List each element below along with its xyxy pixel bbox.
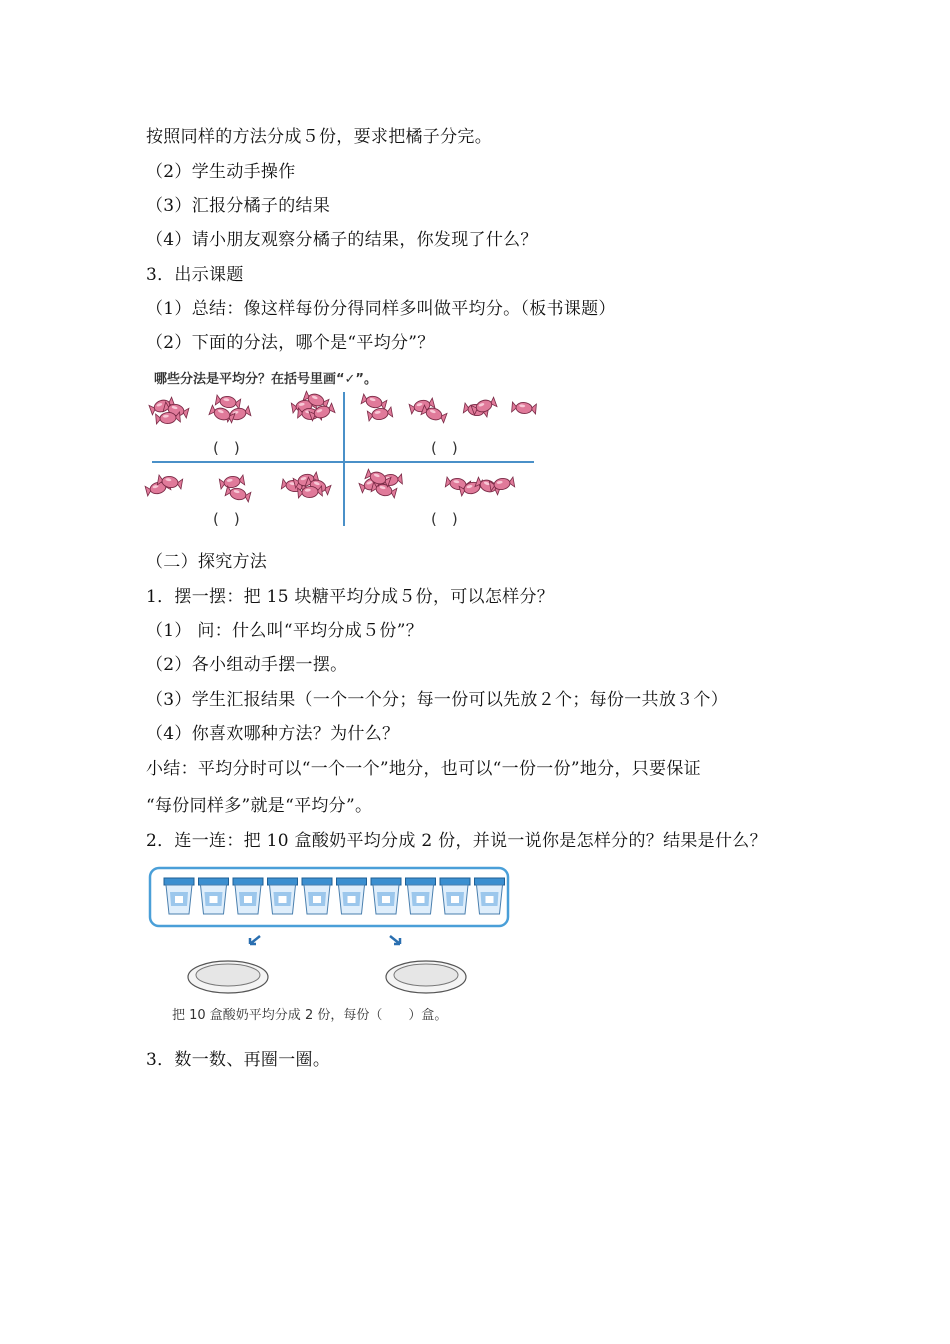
text-line: （4）请小朋友观察分橘子的结果，你发现了什么？ [146,230,538,250]
candy-icon [512,401,537,414]
candy-icon [225,486,251,503]
text-line: （3）学生汇报结果（一个一个分；每一份可以先放２个；每份一共放３个） [146,690,729,710]
answer-bracket[interactable]: ( ) [431,510,458,528]
yogurt-figure [146,866,516,1001]
text-line: （2）各小组动手摆一摆。 [146,655,348,675]
section-heading: （二）探究方法 [146,552,268,572]
yogurt-cup-icon [164,878,194,914]
text-line: （3）汇报分橘子的结果 [146,196,331,216]
text-line: （4）你喜欢哪种方法？为什么？ [146,724,400,744]
candy-icon [361,394,387,411]
yogurt-cup-icon [199,878,229,914]
yogurt-cup-icon [475,878,505,914]
candy-instruction: 哪些分法是平均分？在括号里画“✓”。 [154,372,377,387]
yogurt-cup-icon [268,878,298,914]
section-heading: 3．数一数、再圈一圈。 [146,1050,331,1070]
text-line: （2）下面的分法，哪个是“平均分”？ [146,333,435,353]
text-line: 小结：平均分时可以“一个一个”地分，也可以“一份一份”地分，只要保证 [146,759,701,779]
plate-icon [386,961,466,993]
plate-icon [188,961,268,993]
answer-bracket[interactable]: ( ) [213,510,240,528]
candy-icon [215,394,241,409]
answer-bracket[interactable]: ( ) [431,439,458,457]
text-line: “每份同样多”就是“平均分”。 [146,796,373,816]
candy-icon [367,406,393,421]
section-heading: 3．出示课题 [146,265,244,285]
yogurt-cup-icon [302,878,332,914]
text-line: （1） 问：什么叫“平均分成５份”？ [146,621,424,641]
yogurt-caption: 把 10 盒酸奶平均分成 2 份，每份（ ）盒。 [172,1008,448,1023]
candy-figure [146,388,546,528]
answer-bracket[interactable]: ( ) [213,439,240,457]
yogurt-cup-icon [371,878,401,914]
text-line: （1）总结：像这样每份分得同样多叫做平均分。（板书课题） [146,299,616,319]
arrow-icon [250,936,400,944]
candy-icon [219,474,245,489]
yogurt-cup-icon [233,878,263,914]
text-line: 按照同样的方法分成５份，要求把橘子分完。 [146,127,492,147]
text-line: （2）学生动手操作 [146,162,296,182]
yogurt-cup-icon [406,878,436,914]
text-line: 1．摆一摆：把 15 块糖平均分成５份，可以怎样分？ [146,587,555,607]
yogurt-cup-icon [440,878,470,914]
text-line: 2．连一连：把 10 盒酸奶平均分成 2 份，并说一说你是怎样分的？结果是什么？ [146,831,767,851]
yogurt-cup-icon [337,878,367,914]
